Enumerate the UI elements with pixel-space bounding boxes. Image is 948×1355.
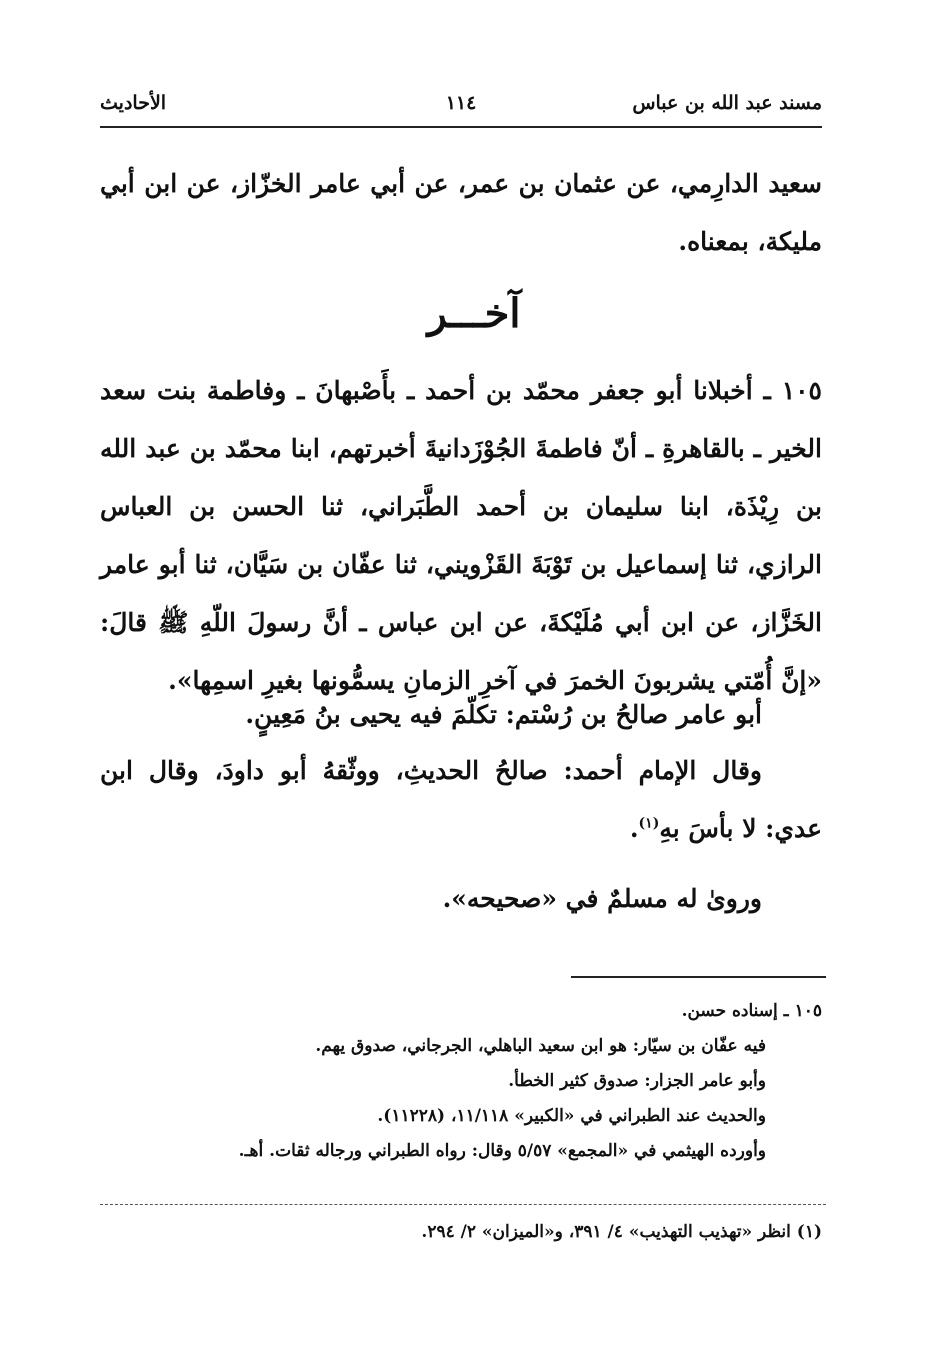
page-number: ١١٤ — [445, 92, 477, 114]
note-line: وأورده الهيثمي في «المجمع» ٥/٥٧ وقال: رواه الطبراني ورجاله ثقات. أهـ. — [238, 1141, 766, 1161]
running-header — [100, 92, 822, 128]
note-line: فيه عفّان بن سيّار: هو ابن سعيد الباهلي، الجرجاني، صدوق يهم. — [315, 1036, 766, 1056]
note-line: ١٠٥ ـ إسناده حسن. — [681, 1001, 822, 1021]
narrator-note: أبو عامر صالحُ بن رُسْتم: تكلّمَ فيه يحيى بنُ مَعِينٍ. — [245, 700, 762, 729]
note-line: وأبو عامر الجزار: صدوق كثير الخطأ. — [508, 1071, 766, 1091]
narrator-grading-end: . — [629, 814, 639, 843]
section-title: آخـــر — [427, 290, 521, 337]
note-line: والحديث عند الطبراني في «الكبير» ١١/١١٨، (١١٢٢٨). — [377, 1106, 766, 1126]
footnote-ref: (١) — [638, 815, 660, 832]
header-section-name: الأحاديث — [100, 92, 167, 114]
footnote: (١) انظر «تهذيب التهذيب» ٤/ ٣٩١، و«الميزان» ٢/ ٢٩٤. — [421, 1222, 822, 1242]
muslim-narration-note: وروىٰ له مسلمٌ في «صحيحه». — [442, 884, 762, 913]
narrator-grading-text: وقال الإمام أحمد: صالحُ الحديثِ، ووثّقهُ أبو داودَ، وقال ابن عدي: لا بأسَ بهِ — [100, 756, 822, 843]
footnote-separator — [100, 1204, 826, 1205]
notes-separator — [571, 976, 826, 978]
paragraph-continuation: سعيد الدارِمي، عن عثمان بن عمر، عن أبي عامر الخزّاز، عن ابن أبي مليكة، بمعناه. — [100, 169, 822, 256]
narrator-grading — [100, 742, 822, 858]
header-book-title: مسند عبد الله بن عباس — [632, 92, 822, 114]
hadith-105-text: ١٠٥ ـ أخبلانا أبو جعفر محمّد بن أحمد ـ بأَصْبهانَ ـ وفاطمة بنت سعد الخير ـ بالقاهرةِ ـ أنّ فاطمةَ الجُوْزَدانيةَ أخبرتهم، ابنا محمّد بن عبد الله بن رِيْذَة، ابنا سليمان بن أحمد الطَّبَراني، ثنا الحسن بن العباس الرازي، ثنا إسماعيل بن تَوْبَةَ القَزْويني، ثنا عفّان بن سَيَّان، ثنا أبو عامر الخَزَّاز، عن ابن أبي مُلَيْكةَ، عن ابن عباس ـ أنَّ رسولَ اللّهِ ﷺ قالَ: «إنَّ أُمّتي يشربونَ الخمرَ في آخرِ الزمانِ يسمُّونها بغيرِ اسمِها». — [100, 376, 823, 695]
editor-notes — [100, 994, 822, 1169]
